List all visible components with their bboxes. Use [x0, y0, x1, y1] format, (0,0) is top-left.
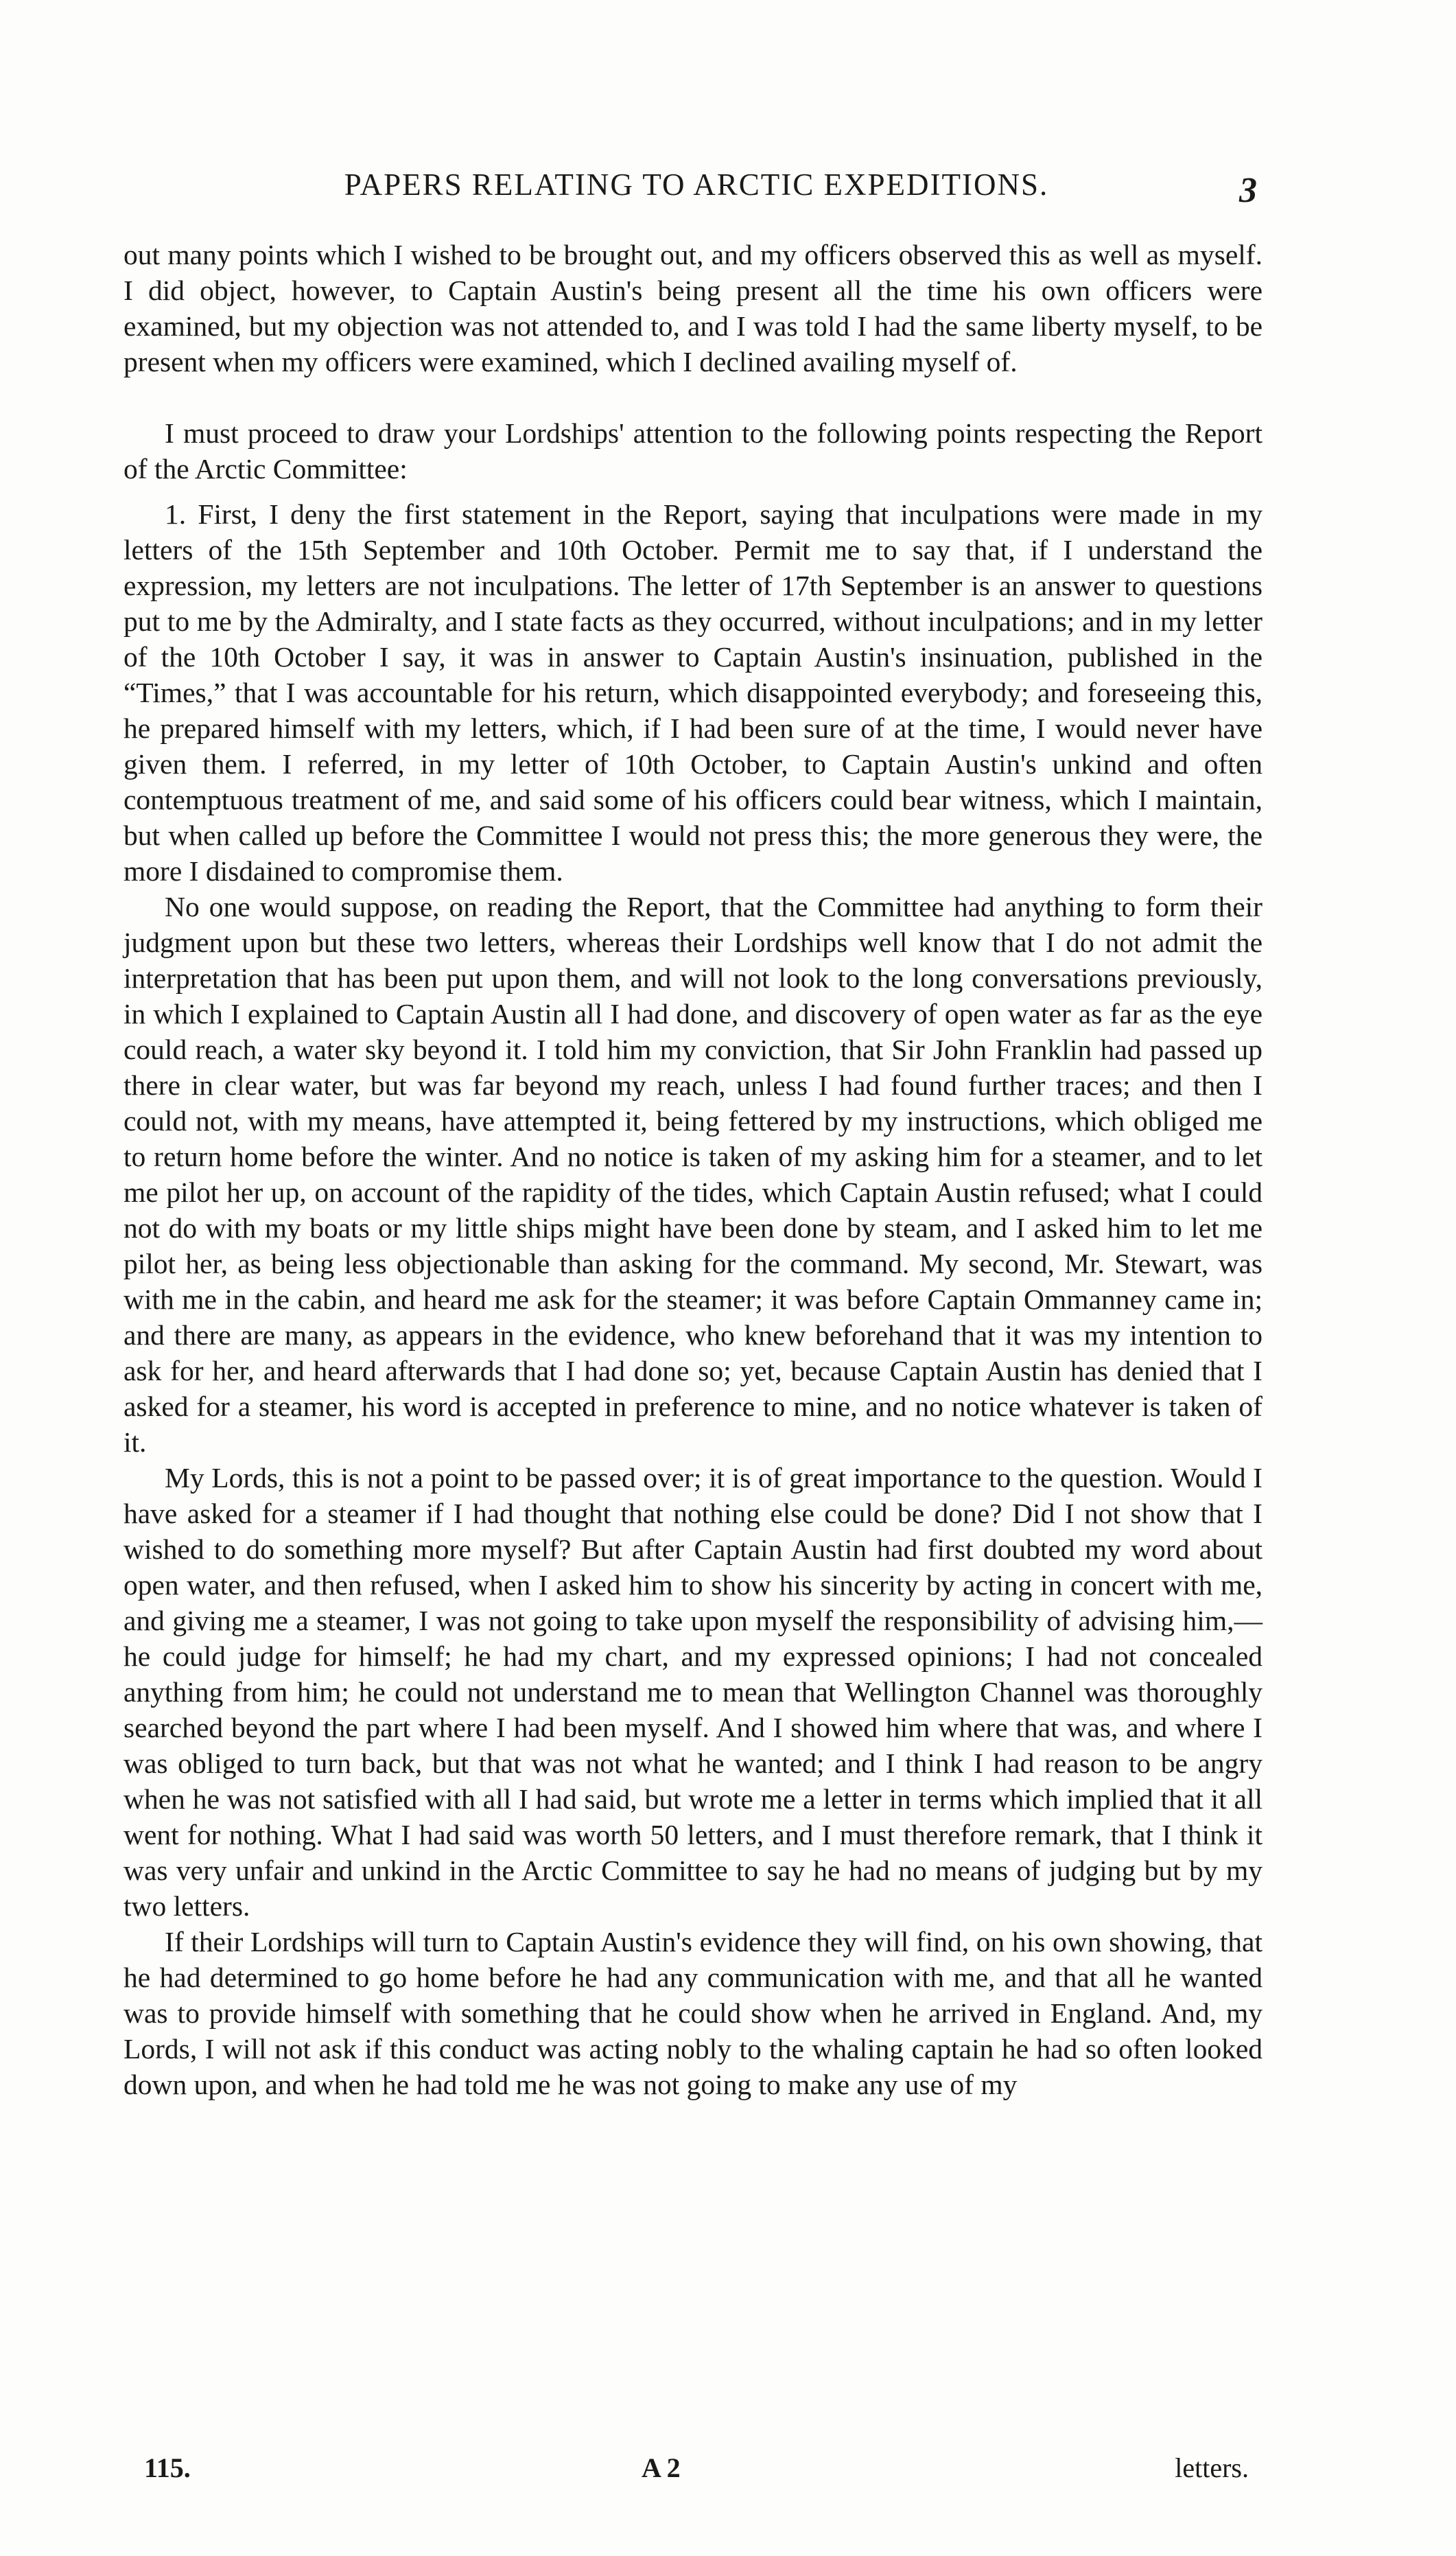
- paragraph-my-lords: My Lords, this is not a point to be passed over; it is of great importance to the question. Would I have asked for a steamer if I had thought that nothing else could be done? Did I not show that I wished to do something more myself? But after Captain Austin had first doubted my word about open water, and then refused, when I asked him to show his sincerity by acting in concert with me, and giving me a steamer, I was not going to take upon myself the responsibility of advising him,—he could judge for himself; he had my chart, and my expressed opinions; I had not concealed anything from him; he could not understand me to mean that Wellington Channel was thoroughly searched beyond the part where I had been myself. And I showed him where that was, and where I was obliged to turn back, but that was not what he wanted; and I think I had reason to be angry when he was not satisfied with all I had said, but wrote me a letter in terms which implied that it all went for nothing. What I had said was worth 50 letters, and I must therefore remark, that I think it was very unfair and unkind in the Arctic Committee to say he had no means of judging but by my two letters.: [124, 1462, 1263, 1922]
- footer-signature-mark: A 2: [642, 2452, 681, 2483]
- body-text: [124, 237, 1263, 2102]
- footer-catchword: letters.: [1175, 2452, 1249, 2483]
- paragraph-point-one: 1. First, I deny the first statement in the Report, saying that inculpations were made in my letters of the 15th September and 10th October. Permit me to say that, if I understand the expression, my letters are not inculpations. The letter of 17th September is an answer to questions put to me by the Admiralty, and I state facts as they occurred, without inculpations; and in my letter of the 10th October I say, it was in answer to Captain Austin's insinuation, published in the “Times,” that I was accountable for his return, which disappointed everybody; and foreseeing this, he prepared himself with my letters, which, if I had been sure of at the time, I would never have given them. I referred, in my letter of 10th October, to Captain Austin's unkind and often contemptuous treatment of me, and said some of his officers could bear witness, which I maintain, but when called up before the Committee I would not press this; the more generous they were, the more I disdained to compromise them.: [124, 498, 1263, 887]
- paragraph-continuation: out many points which I wished to be brought out, and my officers observed this as well as myself. I did object, however, to Captain Austin's being present all the time his own officers were examined, but my objection was not attended to, and I was told I had the same liberty myself, to be present when my officers were examined, which I declined availing myself of.: [124, 239, 1263, 377]
- footer-signature-number: 115.: [144, 2452, 191, 2483]
- page-footer: [130, 2452, 1249, 2486]
- paragraph-intro-points: I must proceed to draw your Lordships' attention to the following points respecting the Report of the Arctic Committee:: [124, 417, 1263, 485]
- page-number: 3: [1239, 171, 1257, 210]
- paragraph-no-one-would-suppose: No one would suppose, on reading the Report, that the Committee had anything to form their judgment upon but these two letters, whereas their Lordships well know that I do not admit the interpretation that has been put upon them, and will not look to the long conversations previously, in which I explained to Captain Austin all I had done, and discovery of open water as far as the eye could reach, a water sky beyond it. I told him my conviction, that Sir John Franklin had passed up there in clear water, but was far beyond my reach, unless I had found further traces; and then I could not, with my means, have attempted it, being fettered by my instructions, which obliged me to return home before the winter. And no notice is taken of my asking him for a steamer, and to let me pilot her up, on account of the rapidity of the tides, which Captain Austin refused; what I could not do with my boats or my little ships might have been done by steam, and I asked him to let me pilot her, as being less objectionable than asking for the command. My second, Mr. Stewart, was with me in the cabin, and heard me ask for the steamer; it was before Captain Ommanney came in; and there are many, as appears in the evidence, who knew beforehand that it was my intention to ask for her, and heard afterwards that I had done so; yet, because Captain Austin has denied that I asked for a steamer, his word is accepted in preference to mine, and no notice whatever is taken of it.: [124, 891, 1263, 1458]
- running-head: PAPERS RELATING TO ARCTIC EXPEDITIONS.: [344, 167, 1049, 202]
- paragraph-austin-evidence: If their Lordships will turn to Captain Austin's evidence they will find, on his own showing, that he had determined to go home before he had any communication with me, and that all he wanted was to provide himself with something that he could show when he arrived in England. And, my Lords, I will not ask if this conduct was acting nobly to the whaling captain he had so often looked down upon, and when he had told me he was not going to make any use of my: [124, 1926, 1263, 2100]
